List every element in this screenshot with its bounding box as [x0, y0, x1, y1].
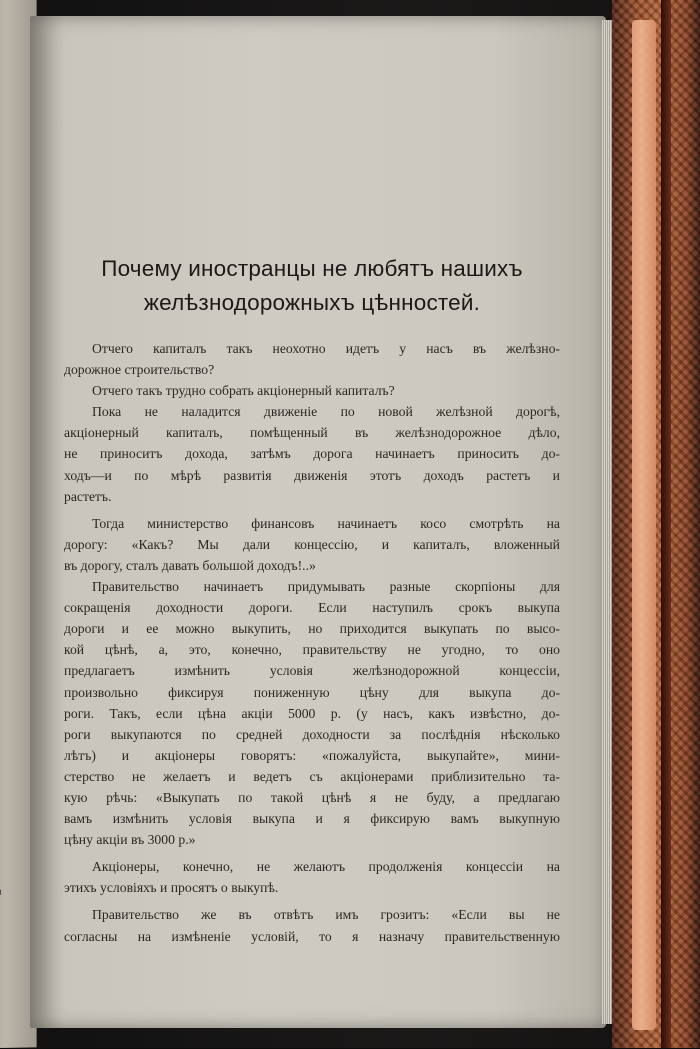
text-line: дорогу: «Какъ? Мы дали концессію, и капиталъ, вложенный — [64, 536, 560, 552]
text-line: стерство не желаетъ и ведетъ съ акціонерами приблизительно та- — [64, 768, 560, 784]
text-line: дороги и ее можно выкупить, но приходится выкупать по высо- — [64, 621, 560, 637]
binding-cut — [661, 0, 671, 1048]
title-line-1: Почему иностранцы не любятъ нашихъ — [101, 256, 523, 281]
text-line: въ дорогу, сталъ давать большой доходъ!..» — [64, 557, 316, 573]
article-body — [64, 338, 560, 947]
text-line: роги. Такъ, если цѣна акціи 5000 р. (у насъ, какъ извѣстно, до- — [64, 705, 560, 721]
text-line: роги выкупаются по средней доходности за послѣднія нѣсколько — [64, 726, 560, 742]
book-page — [30, 16, 606, 1028]
text-line: произвольно фиксируя пониженную цѣну для выкупа до- — [64, 684, 560, 700]
binding-edge — [632, 20, 656, 1030]
text-line: не приноситъ дохода, затѣмъ дорога начинаетъ приносить до- — [64, 446, 560, 462]
text-line: Акціонеры, конечно, не желаютъ продолженія концессіи на — [92, 859, 560, 875]
text-line: растетъ. — [64, 488, 112, 504]
text-line: этихъ условіяхъ и просятъ о выкупѣ. — [64, 880, 279, 896]
page-stack-edge — [602, 20, 612, 1024]
text-line: кую рѣчь: «Выкупать по такой цѣнѣ я не буду, а предлагаю — [64, 789, 560, 805]
text-line: кой цѣнѣ, а, это, конечно, правительству не угодно, то оно — [64, 642, 560, 658]
left-page-text — [0, 888, 2, 899]
text-line: лѣтъ) и акціонеры говорятъ: «пожалуйста, выкупайте», мини- — [64, 747, 560, 763]
title-line-2: желѣзнодорожныхъ цѣнностей. — [143, 290, 481, 315]
leather-binding — [612, 0, 700, 1048]
text-line: предлагаетъ измѣнить условія желѣзнодорожной концессіи, — [64, 663, 560, 679]
text-line: Правительство начинаетъ придумывать разные скорпіоны для — [92, 579, 560, 595]
text-line: Правительство же въ отвѣтъ имъ грозитъ: «Если вы не — [92, 907, 560, 923]
text-line: сокращенія доходности дороги. Если наступилъ срокъ выкупа — [64, 600, 560, 616]
text-line: вамъ измѣнить условія выкупа и я фиксирую вамъ выкупную — [64, 811, 560, 827]
text-line: Отчего капиталъ такъ неохотно идетъ у насъ въ желѣзно- — [92, 341, 560, 356]
text-line: Пока не наладится движеніе по новой желѣзной дорогѣ, — [92, 404, 560, 420]
text-line: ходъ—и по мѣрѣ развитія движенія этотъ доходъ растетъ и — [64, 467, 560, 483]
text-line: Отчего такъ трудно собрать акціонерный капиталъ? — [92, 383, 395, 399]
text-line: цѣну акціи въ 3000 р.» — [64, 832, 196, 848]
article-title — [62, 252, 562, 320]
text-line: согласны на измѣненіе условій, то я назначу правительственную — [64, 928, 560, 944]
text-line: Тогда министерство финансовъ начинаетъ косо смотрѣть на — [92, 515, 560, 531]
text-line: акціонерный капиталъ, помѣщенный въ желѣзнодорожное дѣло, — [64, 425, 560, 441]
text-line: дорожное строительство? — [64, 362, 215, 378]
